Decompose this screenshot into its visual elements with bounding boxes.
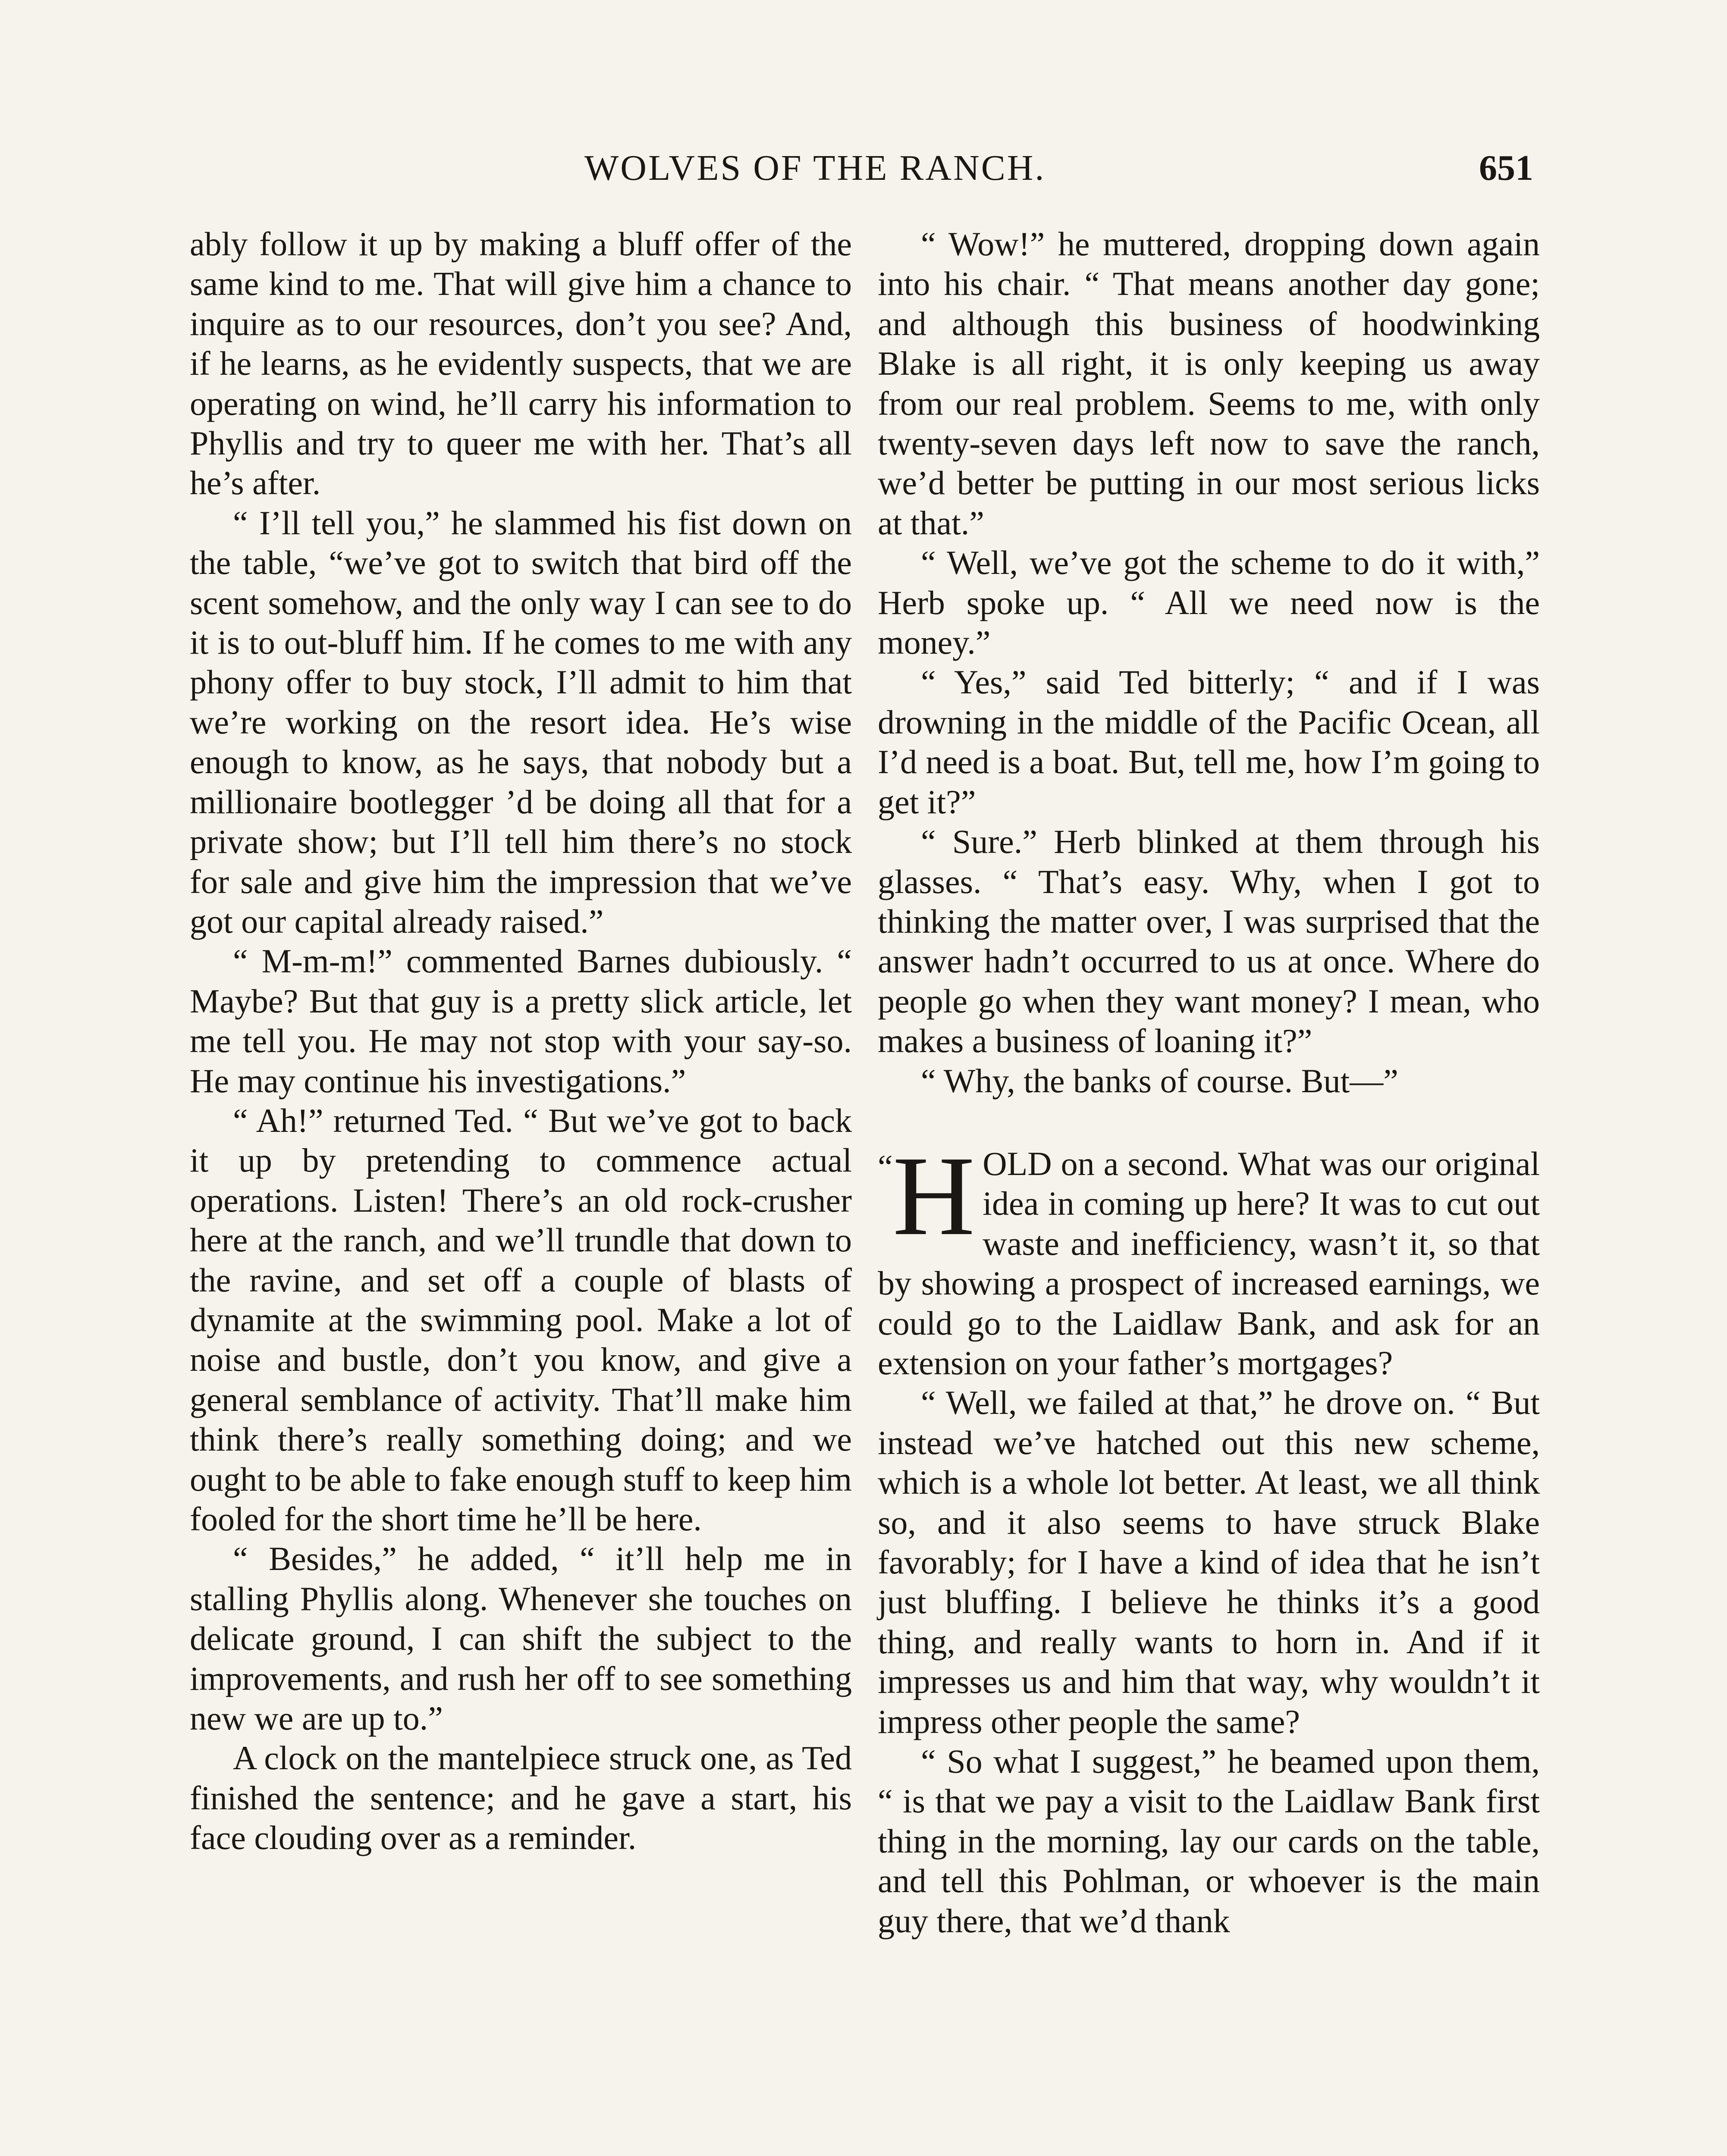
paragraph: “ Besides,” he added, “ it’ll help me in stalling Phyllis along. Whenever she touches on delicate ground, I can shift the subject to the improvements, and rush her off to see something new we are up to.” xyxy=(190,1540,852,1737)
section-break xyxy=(878,1101,1540,1144)
running-title: WOLVES OF THE RANCH. xyxy=(584,148,1046,188)
right-column xyxy=(878,224,1540,1941)
paragraph: “ So what I suggest,” he beamed upon them, “ is that we pay a visit to the Laidlaw Bank first thing in the morning, lay our cards on the table, and tell this Pohlman, or whoever is the main guy there, that we’d thank xyxy=(878,1742,1540,1940)
page-header xyxy=(188,142,1533,194)
left-column xyxy=(190,224,852,1858)
page-number: 651 xyxy=(1479,148,1533,188)
paragraph: “ Well, we’ve got the scheme to do it with,” Herb spoke up. “ All we need now is the money.” xyxy=(878,544,1540,661)
dropcap xyxy=(878,1133,975,1263)
paragraph: “ Sure.” Herb blinked at them through his glasses. “ That’s easy. Why, when I got to thinking the matter over, I was surprised that the answer hadn’t occurred to us at once. Where do people go when they want money? I mean, who makes a business of loaning it?” xyxy=(878,823,1540,1060)
paragraph: “ Ah!” returned Ted. “ But we’ve got to back it up by pretending to commence actual operations. Listen! There’s an old rock-crusher here at the ranch, and we’ll trundle that down to the ravine, and set off a couple of blasts of dynamite at the swimming pool. Make a lot of noise and bustle, don’t you know, and give a general semblance of activity. That’ll make him think there’s really something doing; and we ought to be able to fake enough stuff to keep him fooled for the short time he’ll be here. xyxy=(190,1101,852,1538)
paragraph: ably follow it up by making a bluff offer of the same kind to me. That will give him a chance to inquire as to our resources, don’t you see? And, if he learns, as he evidently suspects, that we are operating on wind, he’ll carry his information to Phyllis and try to queer me with her. That’s all he’s after. xyxy=(190,225,852,502)
paragraph: “ Well, we failed at that,” he drove on. “ But instead we’ve hatched out this new scheme, which is a whole lot better. At least, we all think so, and it also seems to have struck Blake favorably; for I have a kind of idea that he isn’t just bluffing. I believe he thinks it’s a good thing, and really wants to horn in. And if it impresses us and him that way, why wouldn’t it impress other people the same? xyxy=(878,1384,1540,1740)
dropcap-paragraph xyxy=(878,1133,1540,1383)
paragraph: “ Why, the banks of course. But—” xyxy=(921,1062,1398,1100)
dropcap-letter: H xyxy=(892,1133,975,1259)
dropcap-quote: “ xyxy=(878,1147,893,1185)
paragraph: A clock on the mantelpiece struck one, as Ted finished the sentence; and he gave a start, his face clouding over as a reminder. xyxy=(190,1739,852,1857)
paragraph: “ Yes,” said Ted bitterly; “ and if I was drowning in the middle of the Pacific Ocean, all I’d need is a boat. But, tell me, how I’m going to get it?” xyxy=(878,663,1540,821)
dropcap-text: OLD on a second. What was our original idea in coming up here? It was to cut out waste and inefficiency, wasn’t it, so that by showing a prospect of increased earnings, we could go to the Laidlaw Bank, and ask for an extension on your father’s mortgages? xyxy=(878,1144,1540,1382)
paragraph: “ I’ll tell you,” he slammed his fist down on the table, “we’ve got to switch that bird off the scent somehow, and the only way I can see to do it is to out-bluff him. If he comes to me with any phony offer to buy stock, I’ll admit to him that we’re working on the resort idea. He’s wise enough to know, as he says, that nobody but a millionaire bootlegger ’d be doing all that for a private show; but I’ll tell him there’s no stock for sale and give him the impression that we’ve got our capital already raised.” xyxy=(190,504,852,940)
paragraph: “ Wow!” he muttered, dropping down again into his chair. “ That means another day gone; and although this business of hoodwinking Blake is all right, it is only keeping us away from our real problem. Seems to me, with only twenty-seven days left now to save the ranch, we’d better be putting in our most serious licks at that.” xyxy=(878,225,1540,542)
paragraph: “ M-m-m!” commented Barnes dubiously. “ Maybe? But that guy is a pretty slick article, let me tell you. He may not stop with your say-so. He may continue his investigations.” xyxy=(190,942,852,1100)
